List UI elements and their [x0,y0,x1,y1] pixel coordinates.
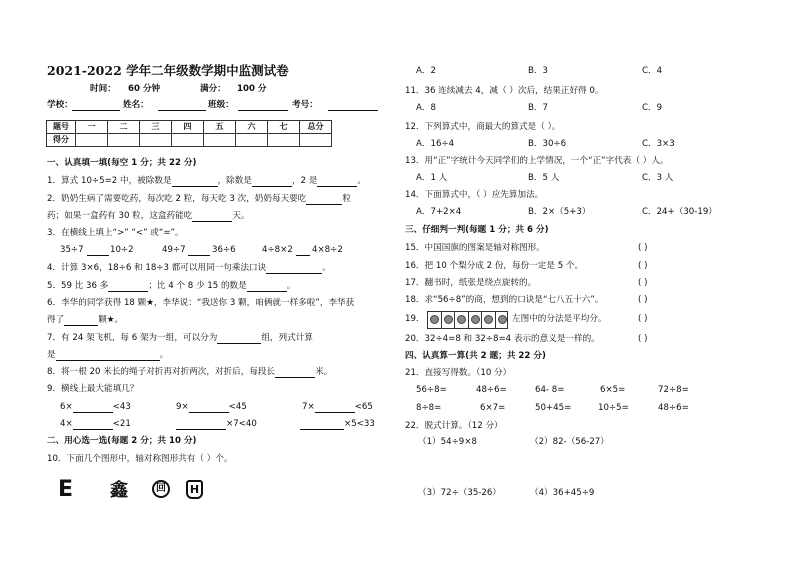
score-cell[interactable] [204,134,236,147]
q1-blank[interactable] [317,177,357,187]
q2-line1: 2．奶奶生病了需要吃药，每次吃 2 粒，每天吃 3 次，奶奶每天要吃 粒 [47,194,351,204]
q19-answer[interactable]: ( ) [638,314,648,324]
q15-text: 15．中国国旗的图案是轴对称图形。 [405,243,545,253]
q6-line1: 6．李华的同学获得 18 颗★，李华说：“我送你 3 颗，咱俩就一样多啦”，李华获 [47,298,355,308]
q22-text: 22．脱式计算。（12 分） [405,421,503,431]
q3-item: 10÷2 [110,245,134,255]
q5-blank[interactable] [247,282,287,292]
bead-dot [498,315,507,324]
class-field[interactable] [238,101,288,111]
score-table [46,120,332,147]
score-header-cell: 五 [204,121,236,134]
bead-cell [442,312,456,328]
bead-dot [457,315,466,324]
q7-blank[interactable] [56,351,160,361]
score-header-cell: 六 [236,121,268,134]
bead-cell [469,312,483,328]
q3-text: 3．在横线上填上“>” “<” 或“=”。 [47,228,184,238]
score-value: 100 分 [237,84,267,94]
calc-item[interactable]: 50+45= [535,403,572,413]
q14-option-a[interactable]: A．7+2×4 [416,207,462,217]
q9-blank[interactable] [315,403,355,413]
score-cell[interactable] [236,134,268,147]
q13-option-b[interactable]: B．5 人 [528,173,560,183]
calc-item[interactable]: 8÷8= [416,403,442,413]
q7-line1: 7．有 24 架飞机，每 6 架为一组，可以分为 组，列式计算 [47,333,313,343]
calc-item[interactable]: 48÷6= [476,385,507,395]
q11-option-c[interactable]: C．9 [642,103,663,113]
q10-figures [58,478,208,504]
q8-blank[interactable] [275,368,315,378]
calc-item[interactable]: 56÷8= [416,385,447,395]
score-header-cell: 三 [140,121,172,134]
section2-heading: 二、用心选一选(每题 2 分；共 10 分) [47,436,197,446]
q16-text: 16．把 10 个梨分成 2 份，每份一定是 5 个。 [405,261,584,271]
q3-item: 4÷8×2 [262,245,293,255]
q12-option-a[interactable]: A．16÷4 [416,139,455,149]
q17-text: 17．翻书时，纸张是绕点旋转的。 [405,278,537,288]
class-label: 班级： [208,100,234,110]
score-table-score-row [47,134,332,147]
q22-item: （4）36+45÷9 [530,488,595,498]
q4-blank[interactable] [266,264,322,274]
q1-blank[interactable] [172,177,218,187]
exam-no-field[interactable] [328,101,378,111]
q14-option-b[interactable]: B．2×（5+3） [528,207,591,217]
exam-no-label: 考号： [292,100,318,110]
q9-item: 7× <65 [302,402,373,412]
q9-text: 9．横线上最大能填几？ [47,384,139,394]
calc-item[interactable]: 72÷8= [658,385,689,395]
score-label: 满分： [200,84,226,94]
q9-blank[interactable] [189,403,229,413]
q12-option-c[interactable]: C．3×3 [642,139,675,149]
score-header-cell: 一 [76,121,108,134]
q7-line2: 是 。 [47,350,169,360]
calc-item[interactable]: 6×5= [600,385,626,395]
q9-item: ×5<33 [300,419,375,430]
q13-text: 13．用“正”字统计今天同学们的上学情况，一个“正”字代表（ ）人。 [405,156,669,166]
q9-item: 4× <21 [60,419,131,429]
q11-option-a[interactable]: A．8 [416,103,436,113]
score-header-cell: 二 [108,121,140,134]
q14-option-c[interactable]: C．24+（30-19） [642,207,717,217]
q3-item: 4×8÷2 [312,245,343,255]
q3-blank[interactable] [188,246,210,256]
score-table-header-row [47,121,332,134]
q19-text: 左图中的分法是平均分。 [512,314,607,324]
score-row-label: 得分 [47,134,76,147]
q21-text: 21．直接写得数。（10 分） [405,368,512,378]
q5: 5．59 比 36 多 ；比 4 个 8 少 15 的数是 。 [47,281,296,291]
bead-cell [455,312,469,328]
q1-blank[interactable] [252,177,292,187]
e-letter-figure: E [58,477,74,502]
bead-cell [496,312,510,328]
score-header-cell: 四 [172,121,204,134]
bead-dot [444,315,453,324]
q19-number: 19． [405,314,425,324]
q15-answer[interactable]: ( ) [638,243,648,253]
q4: 4．计算 3×6，18÷6 和 18÷3 都可以用同一句乘法口诀 。 [47,263,331,273]
name-label: 姓名： [123,100,149,110]
q13-option-c[interactable]: C．3 人 [642,173,674,183]
q3-blank[interactable] [87,246,109,256]
time-label: 时间： [90,84,116,94]
calc-item[interactable]: 64- 8= [535,385,565,395]
q12-option-b[interactable]: B．30÷6 [528,139,567,149]
q2-blank[interactable] [192,212,232,222]
q12-text: 12．下列算式中，商最大的算式是（ ）。 [405,122,561,132]
q9-item: 6× <43 [60,402,131,412]
bead-dot [484,315,493,324]
q20-answer[interactable]: ( ) [638,334,648,344]
q9-blank[interactable] [73,403,113,413]
q10-option-a[interactable]: A．2 [416,66,436,76]
calc-item[interactable]: 10÷5= [598,403,629,413]
bead-dot [430,315,439,324]
q7-blank[interactable] [217,334,261,344]
school-label: 学校： [47,100,73,110]
honda-logo-figure: H [186,480,203,499]
q13-option-a[interactable]: A．1 人 [416,173,448,183]
bead-cell [482,312,496,328]
page-title: 2021-2022 学年二年级数学期中监测试卷 [47,63,289,78]
q2-line2: 药；如果一盒药有 30 粒，这盒药能吃 天。 [47,211,250,221]
score-cell[interactable] [76,134,108,147]
q6-blank[interactable] [64,316,98,326]
q20-text: 20．32÷4=8 和 32÷8=4 表示的意义是一样的。 [405,334,600,344]
score-cell[interactable] [108,134,140,147]
q3-item: 35÷7 [60,245,84,255]
q6-line2: 得了 颗★。 [47,315,124,325]
score-header-cell: 总分 [300,121,332,134]
q10-option-c[interactable]: C．4 [642,66,663,76]
section3-heading: 三、仔细判一判(每题 1 分；共 6 分) [405,225,549,235]
q3-item: 36÷6 [212,245,236,255]
q22-item: （3）72÷（35-26） [418,488,501,498]
calc-item[interactable]: 48÷6= [658,403,689,413]
q10-option-b[interactable]: B．3 [528,66,548,76]
q22-item: （2）82-（56-27） [530,437,609,447]
q16-answer[interactable]: ( ) [638,261,648,271]
q9-item: ×7<40 [176,419,257,430]
score-header-cell: 七 [268,121,300,134]
q2-blank[interactable] [306,195,342,205]
q9-blank[interactable] [176,420,226,430]
circled-hui-figure: 回 [152,480,170,498]
q11-text: 11．36 连续减去 4，减（ ）次后，结果正好得 0。 [405,86,604,96]
calc-item[interactable]: 6×7= [480,403,506,413]
score-cell[interactable] [140,134,172,147]
q22-item: （1）54÷9×8 [418,437,477,447]
q19-bead-figure [427,311,508,329]
school-field[interactable] [72,101,120,111]
bead-dot [471,315,480,324]
name-field[interactable] [158,101,206,111]
time-value: 60 分钟 [128,84,161,94]
bead-cell [428,312,442,328]
score-cell[interactable] [300,134,332,147]
q8: 8．将一根 20 米长的绳子对折再对折两次，对折后，每段长 米。 [47,367,333,377]
q3-blank[interactable] [296,246,310,256]
q11-option-b[interactable]: B．7 [528,103,548,113]
xin-character-figure: 鑫 [110,480,128,501]
q5-blank[interactable] [108,282,148,292]
q17-answer[interactable]: ( ) [638,278,648,288]
q1: 1．算式 10÷5=2 中，被除数是 ，除数是 ，2 是 。 [47,176,366,186]
score-header-cell: 题号 [47,121,76,134]
q14-text: 14．下面算式中，（ ）应先算加法。 [405,190,544,200]
q10-text: 10．下面几个图形中，轴对称图形共有（ ）个。 [47,454,233,464]
score-cell[interactable] [172,134,204,147]
q3-item: 49÷7 [162,245,186,255]
q18-answer[interactable]: ( ) [638,295,648,305]
q9-blank[interactable] [73,420,113,430]
section1-heading: 一、认真填一填(每空 1 分；共 22 分) [47,158,197,168]
q9-blank[interactable] [300,420,344,430]
q9-item: 9× <45 [176,402,247,412]
section4-heading: 四、认真算一算(共 2 题；共 22 分) [405,351,546,361]
q18-text: 18．求“56÷8”的商，想到的口诀是“七八五十六”。 [405,295,604,305]
score-cell[interactable] [268,134,300,147]
